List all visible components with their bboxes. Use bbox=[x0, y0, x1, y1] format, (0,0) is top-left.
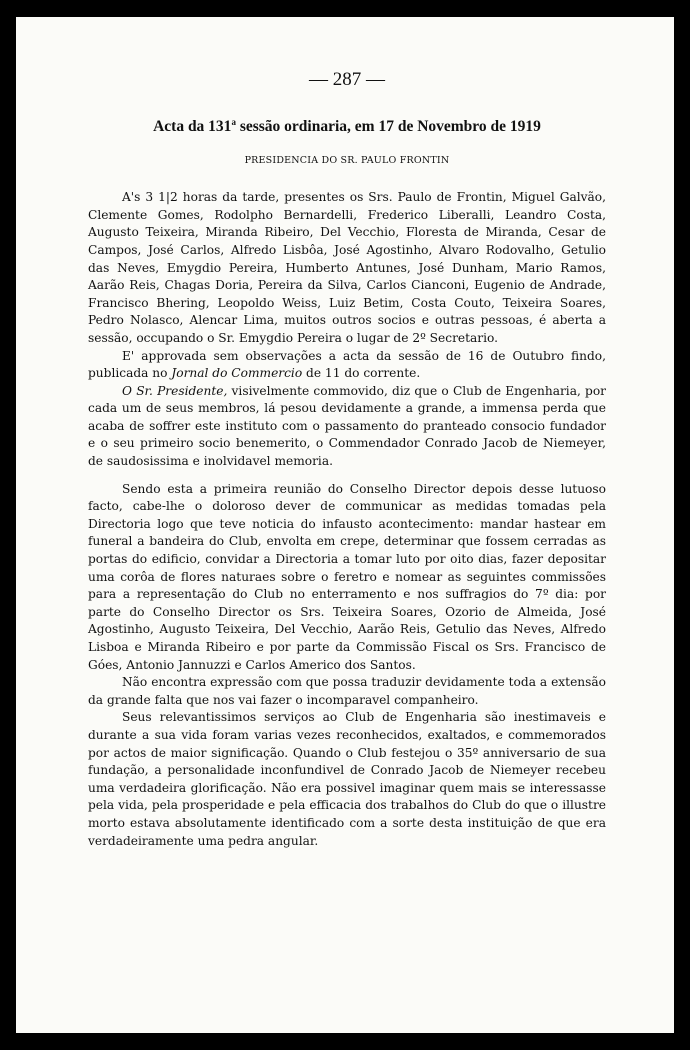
presidency-line: PRESIDENCIA DO SR. PAULO FRONTIN bbox=[244, 155, 450, 167]
title-superscript: a bbox=[231, 117, 236, 127]
scanned-page bbox=[16, 17, 674, 1033]
page-number: — 287 — bbox=[309, 69, 385, 90]
page-content bbox=[88, 69, 606, 850]
title-suffix: sessão ordinaria, em 17 de Novembro de 1919 bbox=[235, 118, 541, 136]
title-prefix: Acta da 131 bbox=[153, 118, 232, 136]
speech-text: visivelmente commovido, diz que o Club de Engenharia, por cada um de seus membros, lá pesou devidamente a grande, a immensa perda que acaba de soffrer este instituto com o passamento do pranteado consocio fundador e o seu primeiro socio benemerito, o Commendador Conrado Jacob de Niemeyer, de saudosissima e inolvidavel memoria. bbox=[88, 383, 606, 469]
paragraph-president-speech bbox=[88, 383, 606, 471]
paragraph-attendance: A's 3 1|2 horas da tarde, presentes os Srs. Paulo de Frontin, Miguel Galvão, Clemente Gomes, Rodolpho Bernardelli, Frederico Liberalli, Leandro Costa, Augusto Teixeira, Miranda Ribeiro, Del Vecchio, Floresta de Miranda, Cesar de Campos, José Carlos, Alfredo Lisbôa, José Agostinho, Alvaro Rodovalho, Getulio das Neves, Emygdio Pereira, Humberto Antunes, José Dunham, Mario Ramos, Aarão Reis, Chagas Doria, Pereira da Silva, Carlos Cianconi, Eugenio de Andrade, Francisco Bhering, Leopoldo Weiss, Luiz Betim, Costa Couto, Teixeira Soares, Pedro Nolasco, Alencar Lima, muitos outros socios e outras pessoas, é aberta a sessão, occupando o Sr. Emygdio Pereira o lugar de 2º Secretario. bbox=[88, 190, 606, 345]
paragraph-minutes-approval bbox=[88, 348, 606, 383]
speaker-name: O Sr. Presidente, bbox=[122, 383, 228, 398]
paragraph-services: Seus relevantissimos serviços ao Club de Engenharia são inestimaveis e durante a sua vida foram varias vezes reconhecidos, exaltados, e commemorados por actos de maior significação. Quando o Club festejou o 35º anniversario de sua fundação, a personalidade inconfundivel de Conrado Jacob de Niemeyer recebeu uma verdadeira glorificação. Não era possivel imaginar quem mais se interessasse pela vida, pela prosperidade e pela efficacia dos trabalhos do Club do que o illustre morto estava absolutamente identificado com a sorte desta instituição de que era verdadeiramente uma pedra angular. bbox=[88, 710, 606, 848]
paragraph-loss: Não encontra expressão com que possa traduzir devidamente toda a extensão da grande falta que nos vai fazer o incomparavel companheiro. bbox=[88, 675, 606, 707]
session-title bbox=[88, 117, 606, 136]
minutes-text-end: de 11 do corrente. bbox=[302, 366, 421, 381]
minutes-text-start: E' approvada sem observações a acta da sessão de 16 de Outubro findo, publicada no bbox=[88, 348, 606, 381]
paragraph-funeral-measures: Sendo esta a primeira reunião do Conselho Director depois desse lutuoso facto, cabe-lhe o doloroso dever de communicar as medidas tomadas pela Directoria logo que teve noticia do infausto acontecimento: mandar hastear em funeral a bandeira do Club, envolta em crepe, determinar que fossem cerradas as portas do edificio, convidar a Directoria a tomar luto por oito dias, fazer depositar uma corôa de flores naturaes sobre o feretro e nomear as seguintes commissões para a representação do Club no enterramento e nos suffragios do 7º dia: por parte do Conselho Director os Srs. Teixeira Soares, Ozorio de Almeida, José Agostinho, Augusto Teixeira, Del Vecchio, Aarão Reis, Getulio das Neves, Alfredo Lisboa e Miranda Ribeiro e por parte da Commissão Fiscal os Srs. Francisco de Góes, Antonio Jannuzzi e Carlos Americo dos Santos. bbox=[88, 481, 606, 672]
newspaper-name: Jornal do Commercio bbox=[171, 366, 303, 381]
